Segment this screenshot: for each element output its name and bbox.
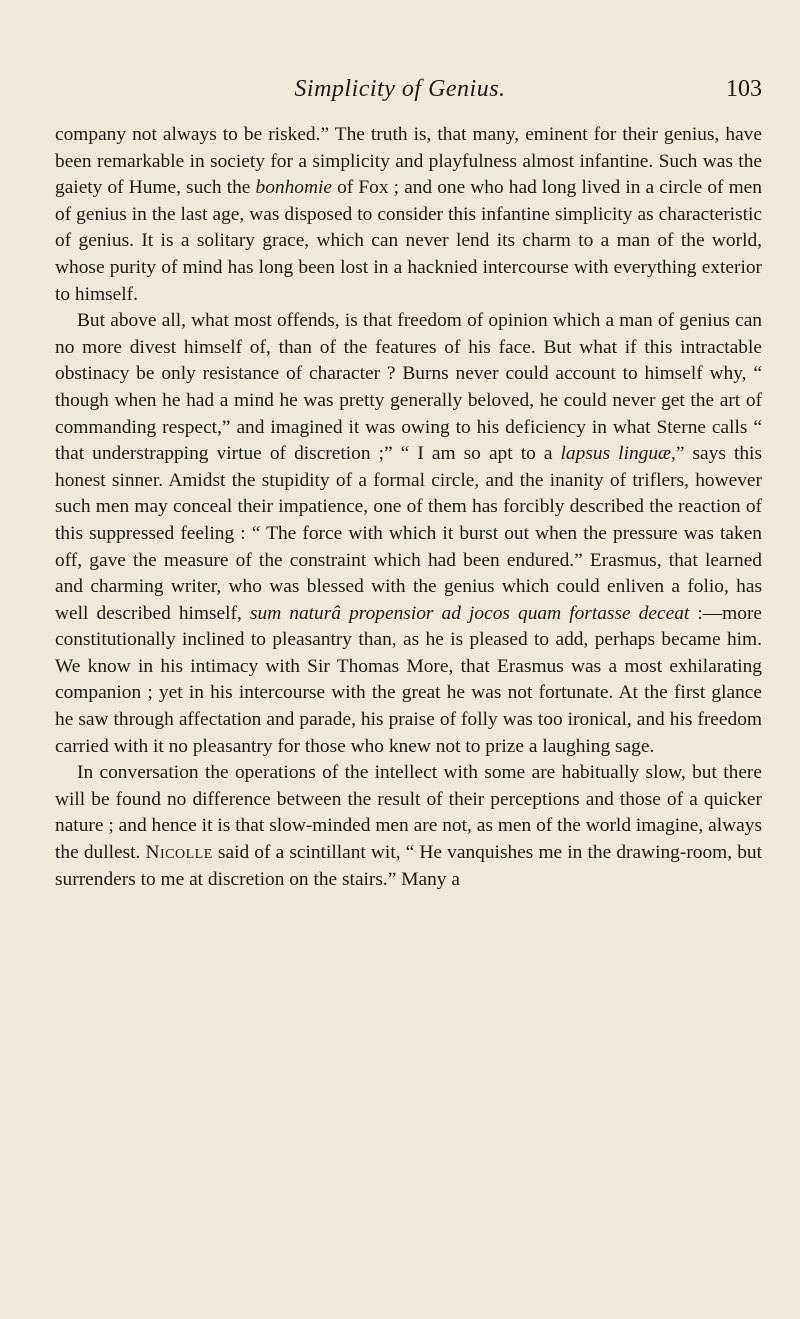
smallcaps-name-nicolle: Nicolle: [145, 842, 213, 864]
text-segment: ,” says this honest sinner. Amidst the stupidity of a formal circle, and the inanity of triflers, however such men may conceal their impatience, one of them has forcibly described the reaction of this suppressed feeling : “ The force with which it burst out when the pressure was taken off, gave the measure of the constraint which had been endured.” Erasmus, that learned and charming writer, who was blessed with the genius which could enliven a folio, has well described himself,: [55, 443, 762, 624]
running-title: Simplicity of Genius.: [294, 76, 506, 102]
page-number: 103: [726, 76, 762, 102]
text-segment: company not always to be risked.” The truth is, that many, eminent for their genius, have been remarkable in society for a simplicity and playfulness almost infantine. Such was the gaiety of Hume, such the: [55, 124, 762, 199]
italic-term-lapsus-linguae: lapsus linguæ: [560, 443, 671, 465]
text-segment: :—more constitutionally inclined to pleasantry than, as he is pleased to add, perhaps became him. We know in his intimacy with Sir Thomas More, that Erasmus was a most exhilarating companion ; yet in his intercourse with the great he was not fortunate. At the first glance he saw through affectation and parade, his praise of folly was too ironical, and his freedom carried with it no pleasantry for those who knew not to prize a laughing sage.: [55, 602, 763, 757]
italic-latin-quote: sum naturâ propensior ad jocos quam fortasse deceat: [249, 602, 690, 624]
paragraph-1: [55, 122, 762, 308]
text-segment: of Fox ; and one who had long lived in a circle of men of genius in the last age, was disposed to consider this infantine simplicity as characteristic of genius. It is a solitary grace, which can never lend its charm to a man of the world, whose purity of mind has long been lost in a hacknied intercourse with everything exterior to himself.: [55, 177, 762, 305]
paragraph-2: [55, 308, 762, 760]
body-text: [55, 122, 762, 893]
paragraph-3: [55, 760, 762, 893]
italic-term-bonhomie: bonhomie: [255, 177, 332, 199]
text-segment: But above all, what most offends, is that freedom of opinion which a man of genius can no more divest himself of, than of the features of his face. But what if this intractable obstinacy be only resistance of character ? Burns never could account to himself why, “ though when he had a mind he was pretty generally beloved, he could never get the art of commanding respect,” and imagined it was owing to his deficiency in what Sterne calls “ that understrapping virtue of discretion ;” “ I am so apt to a: [55, 310, 762, 465]
text-segment: said of a scintillant wit, “ He vanquishes me in the drawing-room, but surrenders to me at discretion on the stairs.” Many a: [55, 842, 763, 890]
running-head: [0, 76, 800, 106]
text-segment: In conversation the operations of the intellect with some are habitually slow, but there will be found no difference between the result of their perceptions and those of a quicker nature ; and hence it is that slow-minded men are not, as men of the world imagine, always the dullest.: [55, 762, 762, 864]
